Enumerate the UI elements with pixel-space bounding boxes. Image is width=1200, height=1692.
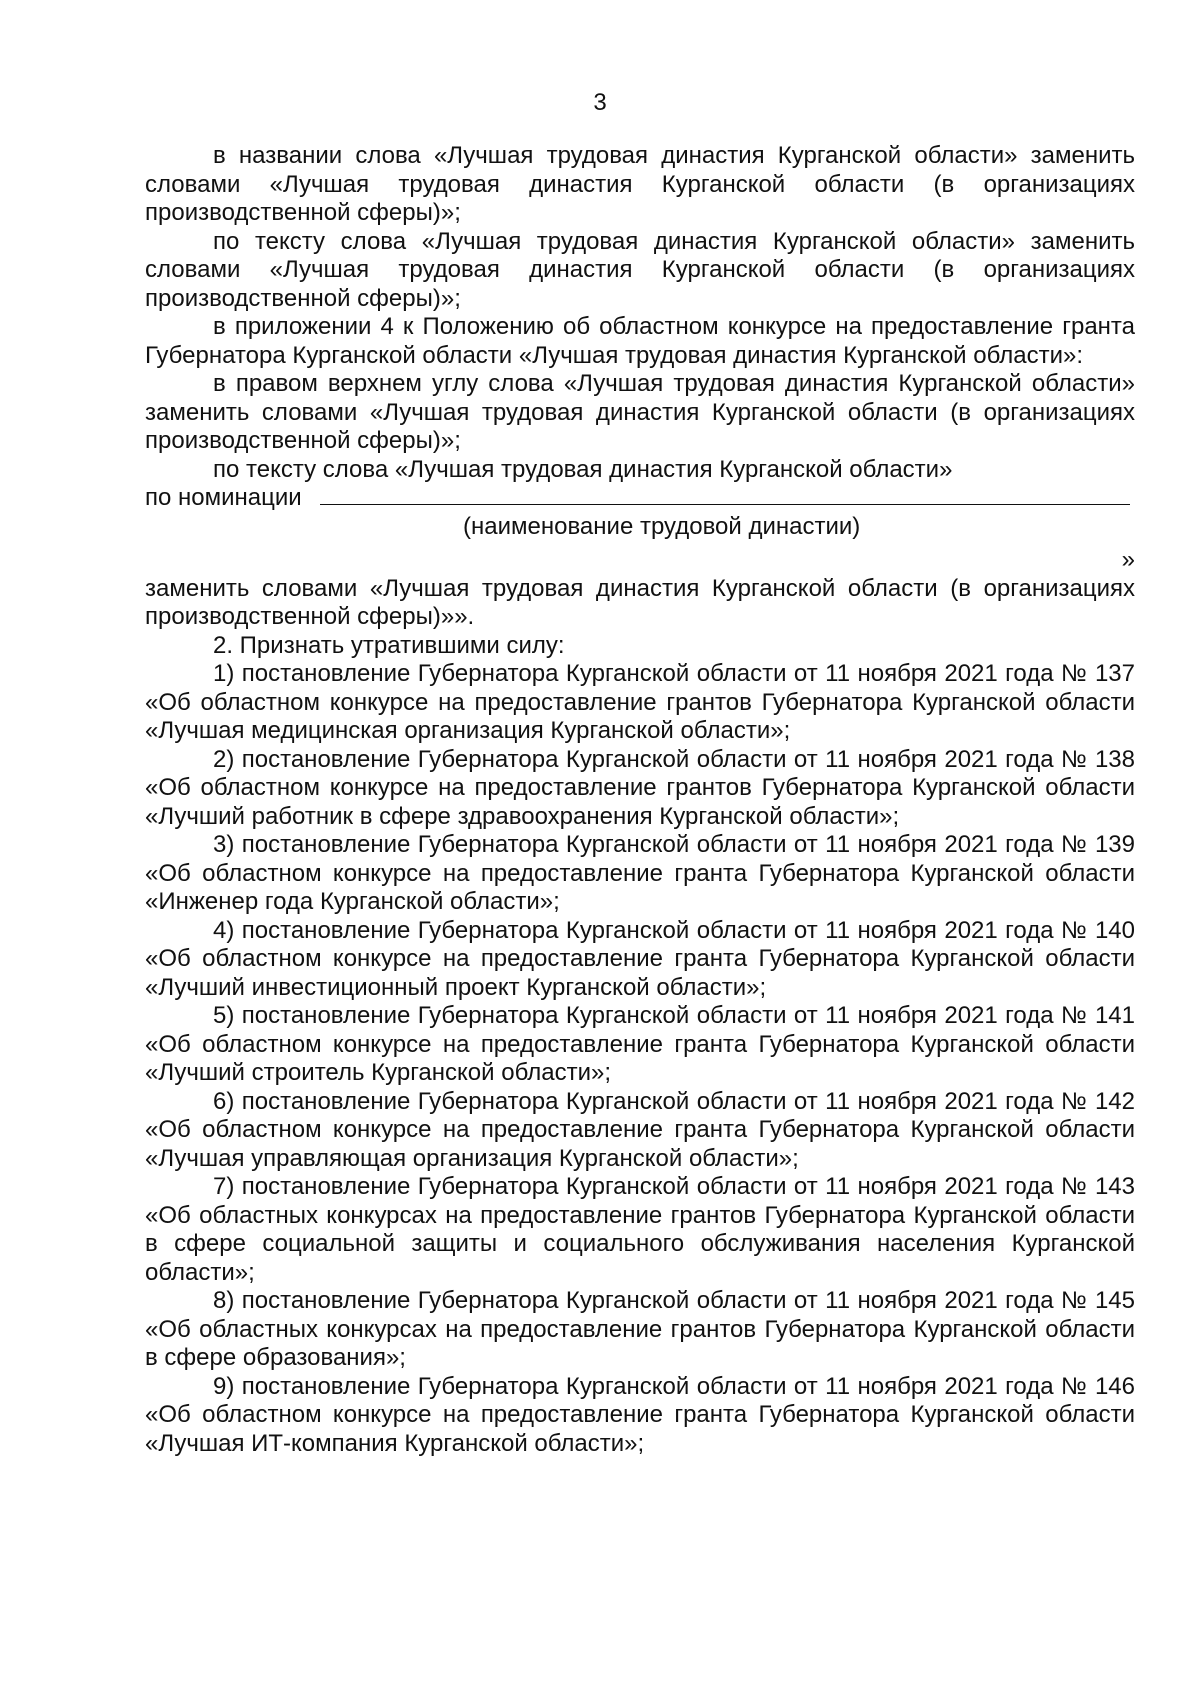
repealed-item-8: 8) постановление Губернатора Курганской области от 11 ноября 2021 года № 145 «Об областных конкурсах на предоставление грантов Губернатора Курганской области в сфере образования»; <box>145 1287 1135 1371</box>
repeal-heading: 2. Признать утратившими силу: <box>213 631 565 659</box>
repealed-item-7: 7) постановление Губернатора Курганской области от 11 ноября 2021 года № 143 «Об областных конкурсах на предоставление грантов Губернатора Курганской области в сфере социальной защиты и социального обслуживания населения Курганской области»; <box>145 1173 1135 1286</box>
repealed-item-9: 9) постановление Губернатора Курганской области от 11 ноября 2021 года № 146 «Об областном конкурсе на предоставление гранта Губернатора Курганской области «Лучшая ИТ-компания Курганской области»; <box>145 1372 1135 1457</box>
paragraph-top-right-corner: в правом верхнем углу слова «Лучшая трудовая династия Курганской области» заменить словами «Лучшая трудовая династия Курганской области (в организациях производственной сферы)»; <box>145 370 1135 454</box>
nomination-label: по номинации <box>145 484 302 511</box>
closing-quote: » <box>1121 546 1135 573</box>
repealed-item-2: 2) постановление Губернатора Курганской области от 11 ноября 2021 года № 138 «Об областном конкурсе на предоставление грантов Губернатора Курганской области «Лучший работник в сфере здравоохранения Курганской области»; <box>145 745 1135 830</box>
repealed-item-4: 4) постановление Губернатора Курганской области от 11 ноября 2021 года № 140 «Об областном конкурсе на предоставление гранта Губернатора Курганской области «Лучший инвестиционный проект Курганской области»; <box>145 916 1135 1001</box>
document-body <box>145 142 1135 1458</box>
nomination-line <box>145 484 1135 513</box>
paragraph-title-replacement: в названии слова «Лучшая трудовая династия Курганской области» заменить словами «Лучшая трудовая династия Курганской области (в организациях производственной сферы)»; <box>145 142 1135 226</box>
page-number: 3 <box>593 89 607 116</box>
paragraph-text-replacement: по тексту слова «Лучшая трудовая династия Курганской области» заменить словами «Лучшая трудовая династия Курганской области (в организациях производственной сферы)»; <box>145 227 1135 312</box>
repealed-item-1: 1) постановление Губернатора Курганской области от 11 ноября 2021 года № 137 «Об областном конкурсе на предоставление грантов Губернатора Курганской области «Лучшая медицинская организация Курганской области»; <box>145 660 1135 744</box>
repealed-item-6: 6) постановление Губернатора Курганской области от 11 ноября 2021 года № 142 «Об областном конкурсе на предоставление гранта Губернатора Курганской области «Лучшая управляющая организация Курганской области»; <box>145 1087 1135 1172</box>
paragraph-appendix-4: в приложении 4 к Положению об областном конкурсе на предоставление гранта Губернатора Курганской области «Лучшая трудовая династия Курганской области»: <box>145 313 1135 369</box>
paragraph-text-words: по тексту слова «Лучшая трудовая династия Курганской области» <box>213 455 953 483</box>
nomination-caption: (наименование трудовой династии) <box>463 512 861 540</box>
repealed-item-3: 3) постановление Губернатора Курганской области от 11 ноября 2021 года № 139 «Об областном конкурсе на предоставление гранта Губернатора Курганской области «Инженер года Курганской области»; <box>145 831 1135 915</box>
repealed-item-5: 5) постановление Губернатора Курганской области от 11 ноября 2021 года № 141 «Об областном конкурсе на предоставление гранта Губернатора Курганской области «Лучший строитель Курганской области»; <box>145 1002 1135 1086</box>
nomination-blank <box>320 484 1130 505</box>
paragraph-replace-words: заменить словами «Лучшая трудовая династия Курганской области (в организациях производственной сферы)»». <box>145 574 1135 630</box>
